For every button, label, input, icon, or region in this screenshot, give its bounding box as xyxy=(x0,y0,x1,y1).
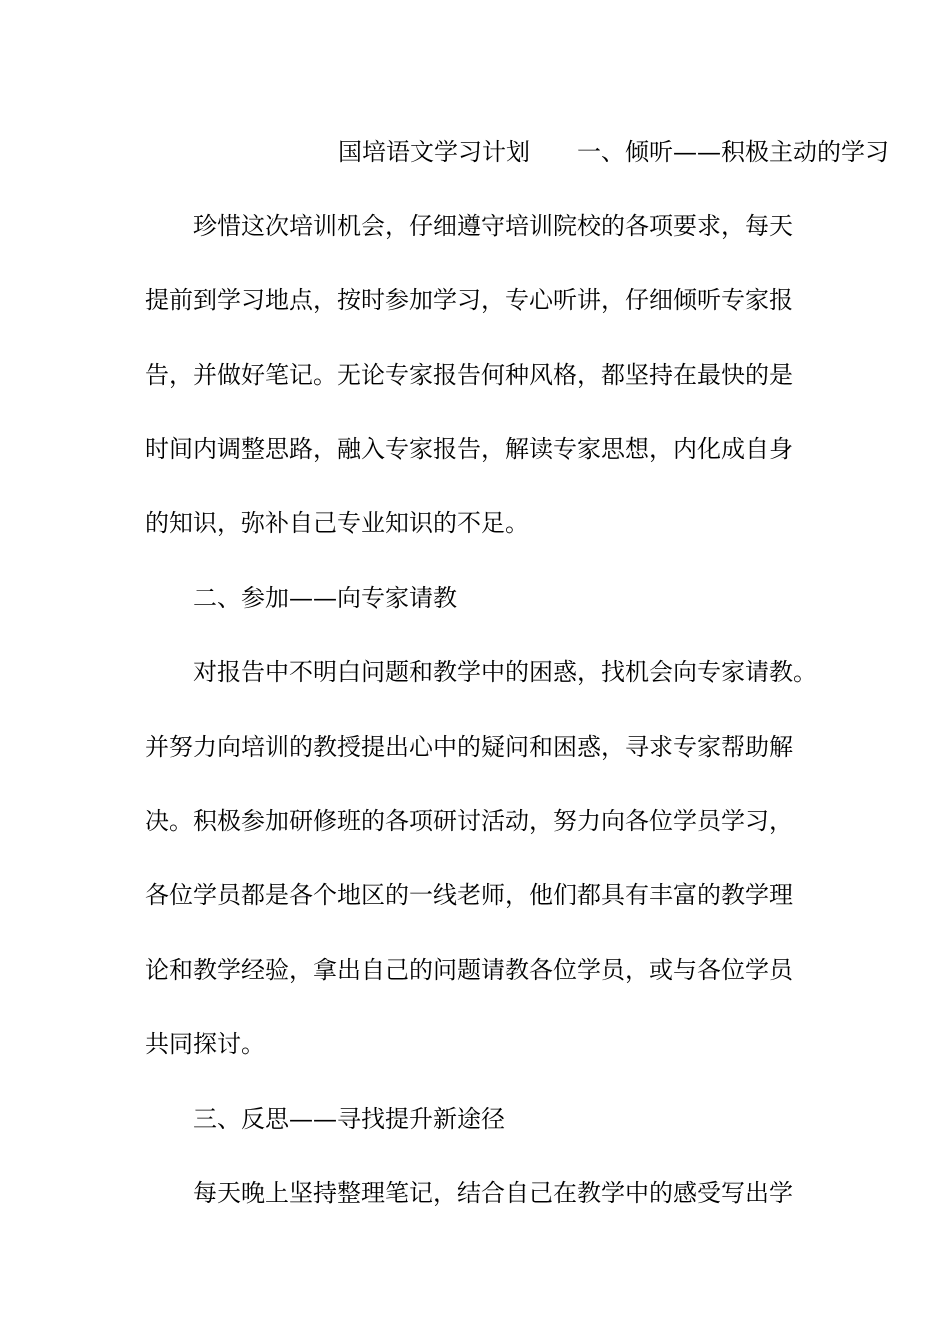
section-1-line-1: 珍惜这次培训机会，仔细遵守培训院校的各项要求，每天 xyxy=(193,212,793,240)
section-1-heading: 一、倾听——积极主动的学习 xyxy=(577,138,889,166)
section-3-heading: 三、反思——寻找提升新途径 xyxy=(193,1105,505,1133)
section-1-line-4: 时间内调整思路，融入专家报告，解读专家思想，内化成自身 xyxy=(145,435,793,463)
section-2-line-4: 各位学员都是各个地区的一线老师，他们都具有丰富的教学理 xyxy=(145,881,793,909)
section-1-line-3: 告，并做好笔记。无论专家报告何种风格，都坚持在最快的是 xyxy=(145,361,793,389)
section-3-line-1: 每天晚上坚持整理笔记，结合自己在教学中的感受写出学 xyxy=(193,1179,793,1207)
section-2-line-1: 对报告中不明白问题和教学中的困惑，找机会向专家请教。 xyxy=(193,658,817,686)
section-2-heading: 二、参加——向专家请教 xyxy=(193,584,457,612)
section-2-line-6: 共同探讨。 xyxy=(145,1030,265,1058)
section-2-line-5: 论和教学经验，拿出自己的问题请教各位学员，或与各位学员 xyxy=(145,956,793,984)
section-2-line-2: 并努力向培训的教授提出心中的疑问和困惑，寻求专家帮助解 xyxy=(145,733,793,761)
section-1-line-2: 提前到学习地点，按时参加学习，专心听讲，仔细倾听专家报 xyxy=(145,286,793,314)
section-2-line-3: 决。积极参加研修班的各项研讨活动，努力向各位学员学习， xyxy=(145,807,793,835)
section-1-line-5: 的知识，弥补自己专业知识的不足。 xyxy=(145,509,529,537)
document-title: 国培语文学习计划 xyxy=(338,138,530,166)
